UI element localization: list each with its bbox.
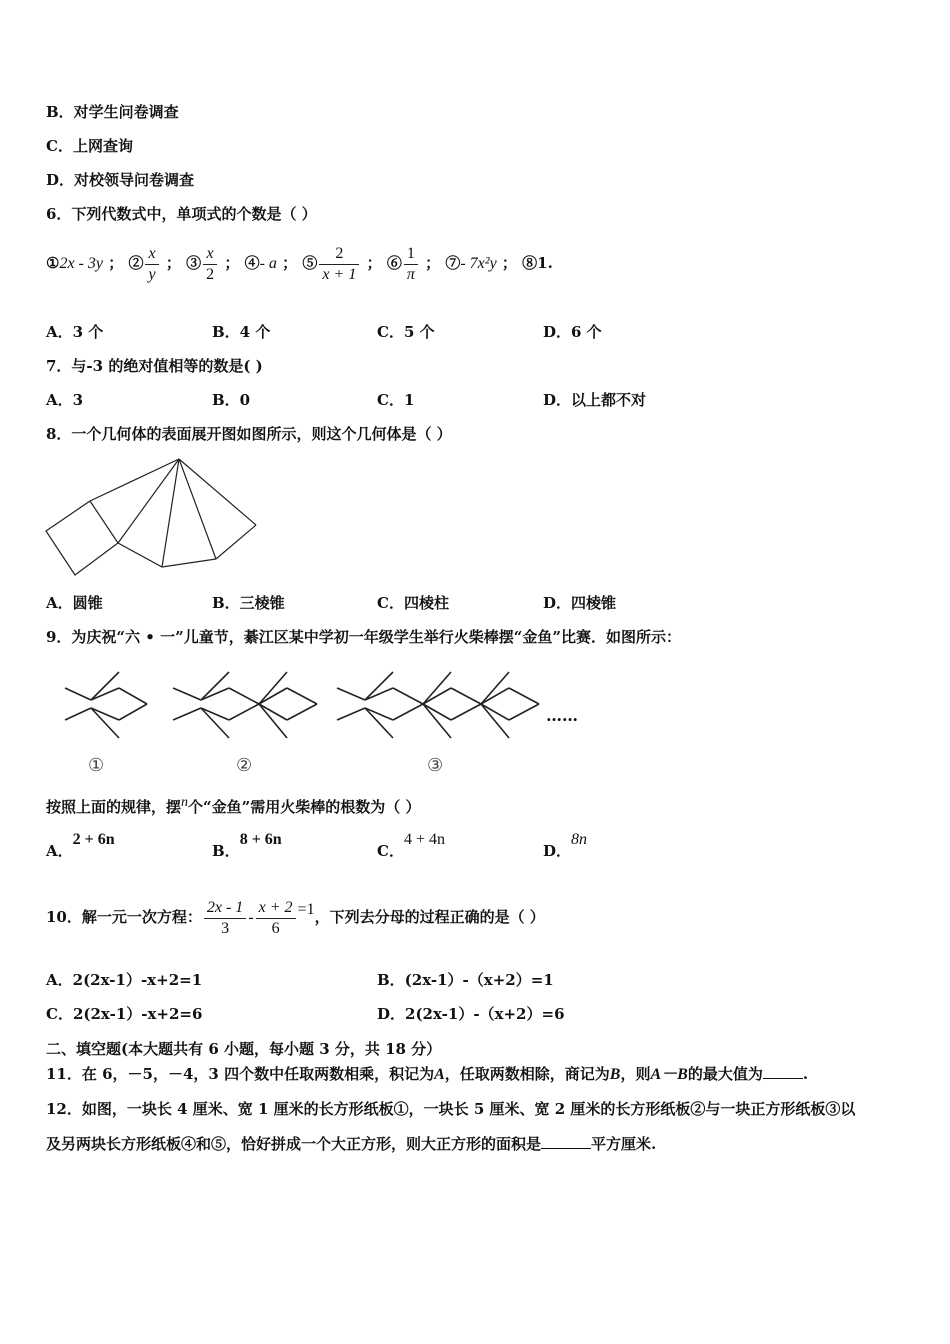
q6-item8-expr: 1.: [537, 254, 553, 272]
q5-option-b: B．对学生问卷调查: [46, 103, 179, 121]
q9-matchstick-fish-figure: [55, 668, 555, 748]
q6-item4-label: ④: [244, 254, 260, 272]
q9-option-c-label: C．: [377, 842, 404, 860]
q8-net-base: [118, 543, 216, 567]
q10-fraction-1: [204, 898, 246, 939]
q10-fraction-2-den: 6: [271, 919, 280, 937]
q9-question-post: 个“金鱼”需用火柴棒的根数为（ ）: [188, 798, 421, 816]
q11-expr: A－B: [650, 1066, 688, 1083]
q6-sep4: ；: [282, 254, 298, 272]
q9-option-b-label: B．: [212, 842, 240, 860]
q7-stem: 7．与-3 的绝对值相等的数是( ): [46, 357, 263, 375]
q6-option-d: D．6 个: [543, 323, 602, 341]
q10-fraction-2-num: x + 2: [256, 898, 296, 919]
q11-end: .: [802, 1065, 809, 1083]
q6-item5-den: x + 1: [322, 265, 357, 283]
q11-post: 的最大值为: [687, 1065, 763, 1083]
q10-fraction-1-den: 3: [221, 919, 230, 937]
q8-stem: 8．一个几何体的表面展开图如图所示，则这个几何体是（ ）: [46, 425, 452, 443]
q9-ellipsis: ……: [546, 706, 578, 725]
q10-option-a: A．2(2x-1）-x+2=1: [46, 971, 203, 989]
q6-item8-label: ⑧: [522, 254, 538, 272]
q7-option-b: B．0: [212, 391, 251, 409]
q9-option-a-expr: 2 + 6n: [72, 831, 115, 848]
q11-answer-blank[interactable]: [763, 1064, 803, 1079]
section2-heading: 二、填空题(本大题共有 6 小题，每小题 3 分，共 18 分）: [46, 1040, 442, 1058]
q8-net-edge: [90, 459, 179, 501]
q9-question: [46, 793, 421, 817]
q11-var-b: B: [609, 1066, 621, 1083]
q6-sep7: ；: [501, 254, 517, 272]
q6-item6-num: 1: [404, 244, 418, 265]
q9-option-d: [543, 828, 588, 860]
q7-option-d: D．以上都不对: [543, 391, 647, 409]
q6-item5-fraction: [319, 244, 359, 285]
q7-option-c: C．1: [377, 391, 415, 409]
q11-mid2: ，则: [620, 1065, 651, 1083]
q9-option-b-expr: 8 + 6n: [239, 831, 282, 848]
q10-option-b: B．(2x-1）-（x+2）=1: [377, 971, 554, 989]
q6-item3-num: x: [203, 244, 217, 265]
q9-stem: 9．为庆祝“六 • 一”儿童节，綦江区某中学初一年级学生举行火柴棒摆“金鱼”比赛．如图所示：: [46, 628, 681, 646]
q9-figure-label-1: ①: [88, 755, 105, 776]
q6-option-b: B．4 个: [212, 323, 271, 341]
q8-net-square-left: [46, 501, 118, 575]
q6-item6-fraction: [404, 244, 418, 285]
q6-item1-expr: 2x - 3y: [59, 255, 103, 272]
q6-item5-num: 2: [319, 244, 359, 265]
q12-line2: [46, 1134, 656, 1154]
q6-item3-fraction: [203, 244, 217, 285]
q6-sep6: ；: [425, 254, 441, 272]
q6-sep2: ；: [165, 254, 181, 272]
q9-fish-2: [173, 672, 317, 738]
q12-line1: 12．如图，一块长 4 厘米、宽 1 厘米的长方形纸板①，一块长 5 厘米、宽 2 厘米的长方形纸板②与一块正方形纸板③以: [46, 1100, 856, 1118]
q10-minus: -: [248, 909, 254, 926]
q6-option-c: C．5 个: [377, 323, 435, 341]
q11-mid: ，任取两数相除，商记为: [444, 1065, 610, 1083]
q8-net-edge: [179, 459, 216, 559]
q6-item1-label: ①: [46, 254, 60, 272]
q6-item6-label: ⑥: [386, 254, 402, 272]
q8-option-c: C．四棱柱: [377, 594, 449, 612]
q11-pre: 11．在 6，－5，－4，3 四个数中任取两数相乘，积记为: [46, 1065, 435, 1083]
q8-net-figure: [40, 455, 265, 585]
q11: [46, 1064, 808, 1085]
q10-fraction-1-num: 2x - 1: [204, 898, 246, 919]
q6-stem: 6．下列代数式中，单项式的个数是（ ）: [46, 205, 317, 223]
q8-option-d: D．四棱锥: [543, 594, 617, 612]
q6-item7-expr: - 7x²y: [460, 255, 497, 272]
q6-item2-fraction: [145, 244, 158, 285]
q6-item7-label: ⑦: [445, 254, 461, 272]
q6-item4-expr: - a: [259, 255, 277, 272]
q9-question-pre: 按照上面的规律，摆: [46, 798, 182, 816]
q6-sep1: ；: [108, 254, 124, 272]
q5-option-c: C．上网查询: [46, 137, 133, 155]
q8-net-edge: [162, 459, 179, 567]
q12-line2-post: 平方厘米.: [591, 1135, 657, 1153]
q9-fish-1: [65, 672, 147, 738]
q6-item6-den: π: [406, 265, 415, 283]
q6-item3-den: 2: [206, 265, 215, 283]
q6-sep3: ；: [224, 254, 240, 272]
q10-fraction-2: [256, 898, 296, 939]
q9-option-d-expr: 8n: [571, 831, 588, 848]
q5-option-d: D．对校领导问卷调查: [46, 171, 195, 189]
q9-option-c-expr: 4 + 4n: [403, 831, 445, 848]
q11-var-a: A: [434, 1066, 445, 1083]
q9-figure-label-3: ③: [427, 755, 444, 776]
q9-option-d-label: D．: [543, 842, 572, 860]
q6-item2-den: y: [148, 265, 156, 283]
q9-option-a: [46, 828, 115, 860]
q10-option-c: C．2(2x-1）-x+2=6: [46, 1005, 203, 1023]
q10-stem-post: ，下列去分母的过程正确的是（ ）: [314, 908, 545, 926]
q9-option-a-label: A．: [46, 842, 73, 860]
q6-item2-num: x: [145, 244, 158, 265]
q8-option-b: B．三棱锥: [212, 594, 285, 612]
q10-option-d: D．2(2x-1）-（x+2）=6: [377, 1005, 565, 1023]
q8-net-edge: [179, 459, 256, 525]
q9-fish-3: [337, 672, 539, 738]
q10-equals-one: =1: [297, 901, 315, 918]
q9-figure-label-2: ②: [236, 755, 253, 776]
q6-item5-label: ⑤: [302, 254, 318, 272]
q6-sep5: ；: [366, 254, 382, 272]
q9-option-c: [377, 828, 445, 860]
q7-option-a: A．3: [46, 391, 84, 409]
q12-answer-blank[interactable]: [541, 1134, 591, 1149]
q10-stem-pre: 10．解一元一次方程：: [46, 908, 202, 926]
q9-option-b: [212, 828, 282, 860]
q6-expressions: [46, 243, 553, 285]
q6-option-a: A．3 个: [46, 323, 104, 341]
q8-option-a: A．圆锥: [46, 594, 103, 612]
q6-item2-label: ②: [128, 254, 144, 272]
q12-line2-pre: 及另两块长方形纸板④和⑤，恰好拼成一个大正方形，则大正方形的面积是: [46, 1135, 542, 1153]
q8-net-edge: [216, 525, 256, 559]
q6-item3-label: ③: [186, 254, 202, 272]
q10-stem: [46, 888, 545, 940]
q8-net-edge: [118, 459, 179, 543]
q9-question-var: n: [181, 795, 189, 810]
